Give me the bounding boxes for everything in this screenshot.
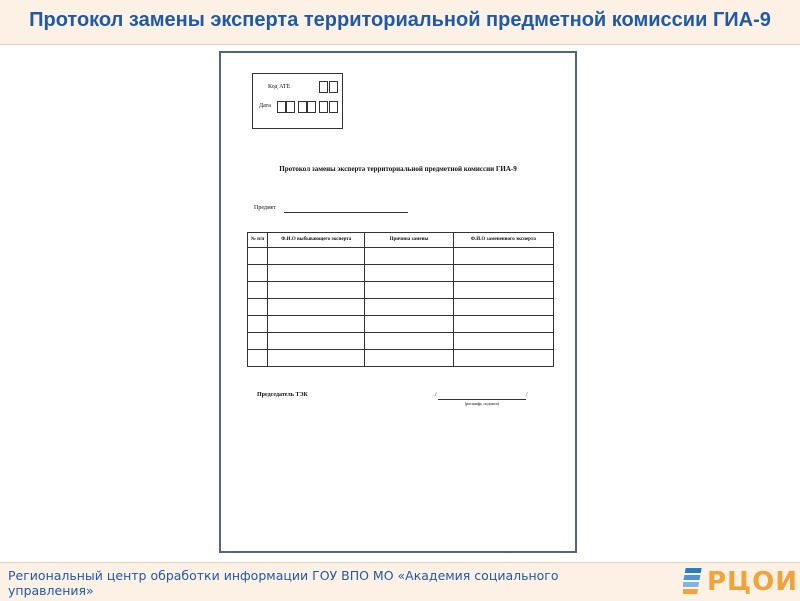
table-cell bbox=[365, 265, 453, 282]
slide-title: Протокол замены эксперта территориальной предметной комиссии ГИА-9 bbox=[29, 9, 771, 31]
table-cell bbox=[248, 299, 268, 316]
table-cell bbox=[248, 350, 268, 367]
table-cell bbox=[268, 265, 365, 282]
table-cell bbox=[365, 333, 453, 350]
subject-label: Предмет bbox=[254, 205, 277, 211]
document-heading: Протокол замены эксперта территориальной предметной комиссии ГИА-9 bbox=[279, 165, 517, 173]
table-row bbox=[248, 282, 554, 299]
table-row bbox=[248, 265, 554, 282]
subject-line bbox=[284, 212, 408, 213]
ate-code-box bbox=[252, 73, 343, 129]
table-header-reason: Причина замены bbox=[365, 233, 453, 248]
protocol-table bbox=[247, 232, 554, 367]
table-cell bbox=[453, 333, 553, 350]
table-header-replacement-expert: Ф.И.О замененного эксперта bbox=[453, 233, 553, 248]
table-cell bbox=[453, 316, 553, 333]
date-cell bbox=[277, 101, 286, 113]
table-cell bbox=[365, 282, 453, 299]
table-cell bbox=[453, 299, 553, 316]
table-header-leaving-expert: Ф.И.О выбывающего эксперта bbox=[268, 233, 365, 248]
date-cell bbox=[286, 101, 295, 113]
date-cell bbox=[319, 101, 328, 113]
table-cell bbox=[268, 333, 365, 350]
table-row bbox=[248, 316, 554, 333]
signature-slash: / bbox=[435, 392, 437, 398]
table-cell bbox=[268, 282, 365, 299]
table-cell bbox=[365, 316, 453, 333]
table-row bbox=[248, 350, 554, 367]
footer-org-text: Региональный центр обработки информации ГОУ ВПО МО «Академия социального управления» bbox=[8, 568, 559, 598]
signature-caption: (расшифр. подписи) bbox=[464, 401, 500, 406]
signature-slash: / bbox=[526, 392, 528, 398]
table-row bbox=[248, 333, 554, 350]
table-header-number: № п/п bbox=[248, 233, 268, 248]
table-cell bbox=[453, 282, 553, 299]
slide-header bbox=[0, 0, 800, 45]
table-cell bbox=[268, 316, 365, 333]
date-cell bbox=[329, 101, 338, 113]
protocol-document bbox=[219, 51, 577, 553]
table-cell bbox=[453, 265, 553, 282]
rcoi-logo bbox=[683, 566, 797, 598]
logo-text: РЦОИ bbox=[707, 567, 799, 597]
ate-code-cell bbox=[319, 81, 328, 93]
table-cell bbox=[453, 350, 553, 367]
stacked-pages-icon bbox=[683, 566, 705, 596]
table-cell bbox=[365, 299, 453, 316]
table-cell bbox=[365, 350, 453, 367]
table-cell bbox=[248, 248, 268, 265]
table-cell bbox=[268, 248, 365, 265]
table-row bbox=[248, 299, 554, 316]
table-cell bbox=[248, 333, 268, 350]
table-cell bbox=[248, 316, 268, 333]
table-cell bbox=[365, 248, 453, 265]
table-cell bbox=[248, 265, 268, 282]
date-label: Дата bbox=[259, 103, 271, 109]
date-cell bbox=[298, 101, 307, 113]
table-row bbox=[248, 248, 554, 265]
slide-footer bbox=[0, 562, 800, 601]
ate-code-cell bbox=[329, 81, 338, 93]
signature-line bbox=[438, 399, 526, 400]
ate-code-label: Код АТЕ bbox=[268, 84, 291, 90]
table-cell bbox=[248, 282, 268, 299]
table-cell bbox=[268, 299, 365, 316]
table-cell bbox=[268, 350, 365, 367]
date-cell bbox=[307, 101, 316, 113]
table-cell bbox=[453, 248, 553, 265]
chair-label: Председатель ТЭК bbox=[257, 392, 308, 398]
